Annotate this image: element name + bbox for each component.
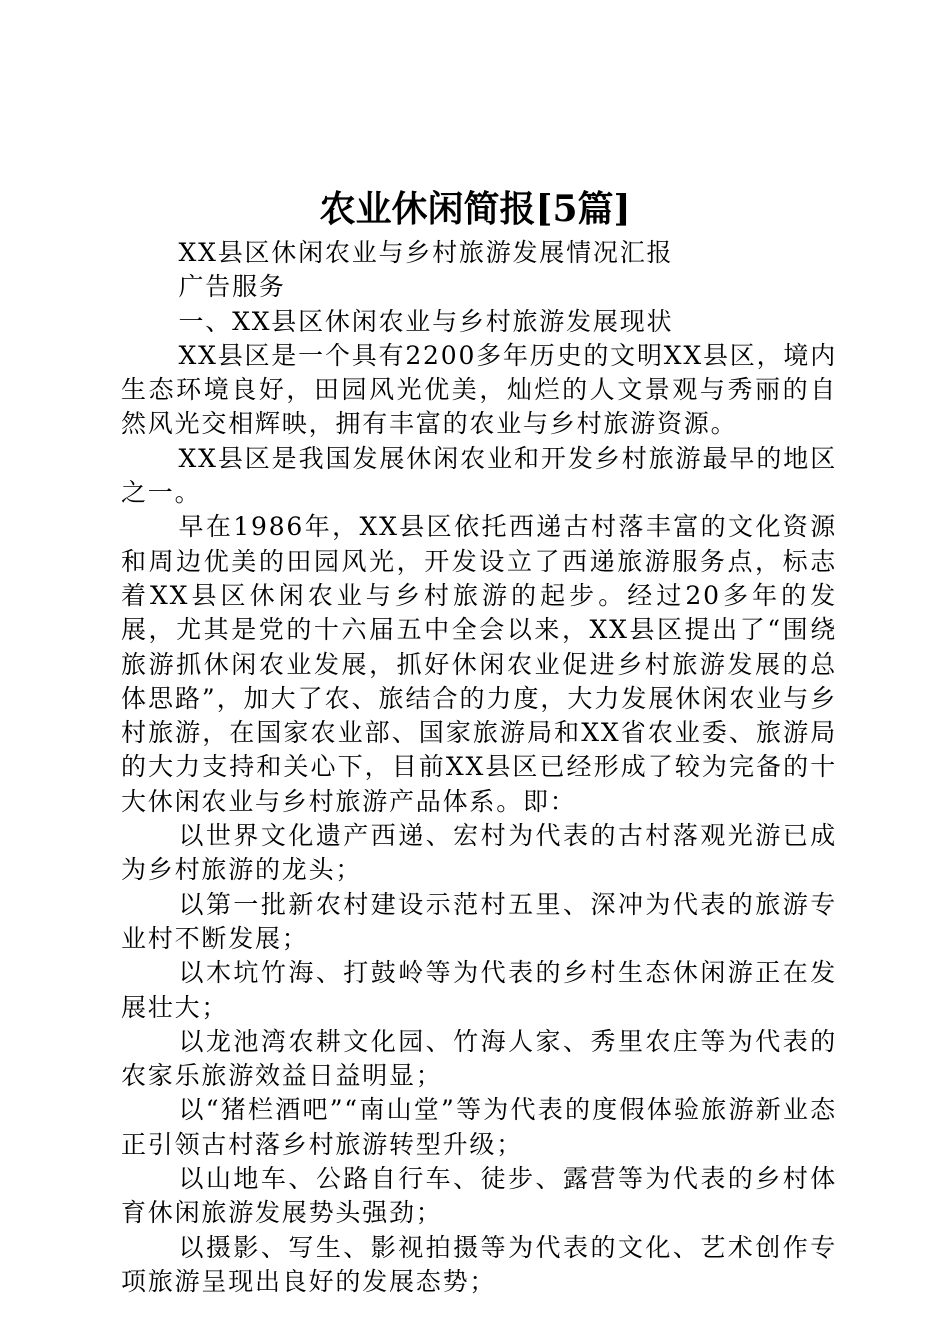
- paragraph: XX县区是我国发展休闲农业和开发乡村旅游最早的地区之一。: [121, 443, 837, 508]
- paragraph: 以第一批新农村建设示范村五里、深冲为代表的旅游专业村不断发展；: [121, 889, 837, 953]
- paragraph: 以世界文化遗产西递、宏村为代表的古村落观光游已成为乡村旅游的龙头；: [121, 821, 837, 885]
- paragraph: 以摄影、写生、影视拍摄等为代表的文化、艺术创作专项旅游呈现出良好的发展态势；: [121, 1232, 837, 1296]
- paragraph: 广告服务: [178, 272, 286, 302]
- paragraph: XX县区是一个具有2200多年历史的文明XX县区，境内生态环境良好，田园风光优美，灿烂的人文景观与秀丽的自然风光交相辉映，拥有丰富的农业与乡村旅游资源。: [121, 340, 837, 439]
- section-heading: 一、XX县区休闲农业与乡村旅游发展现状: [178, 306, 674, 336]
- paragraph: 早在1986年，XX县区依托西递古村落丰富的文化资源和周边优美的田园风光，开发设立了西递旅游服务点，标志着XX县区休闲农业与乡村旅游的起步。经过20多年的发展，尤其是党的十六届五中全会以来，XX县区提出了“围绕旅游抓休闲农业发展，抓好休闲农业促进乡村旅游发展的总体思路”，加大了农、旅结合的力度，大力发展休闲农业与乡村旅游，在国家农业部、国家旅游局和XX省农业委、旅游局的大力支持和关心下，目前XX县区已经形成了较为完备的十大休闲农业与乡村旅游产品体系。即：: [121, 512, 837, 816]
- paragraph: 以木坑竹海、打鼓岭等为代表的乡村生态休闲游正在发展壮大；: [121, 958, 837, 1022]
- document-body: [121, 236, 837, 1299]
- paragraph: XX县区休闲农业与乡村旅游发展情况汇报: [178, 238, 674, 267]
- document-title: 农业休闲简报[5篇]: [319, 188, 631, 230]
- paragraph: 以龙池湾农耕文化园、竹海人家、秀里农庄等为代表的农家乐旅游效益日益明显；: [121, 1026, 837, 1091]
- paragraph: 以“猪栏酒吧”“南山堂”等为代表的度假体验旅游新业态正引领古村落乡村旅游转型升级；: [121, 1095, 837, 1159]
- paragraph: 以山地车、公路自行车、徒步、露营等为代表的乡村体育休闲旅游发展势头强劲；: [121, 1164, 837, 1228]
